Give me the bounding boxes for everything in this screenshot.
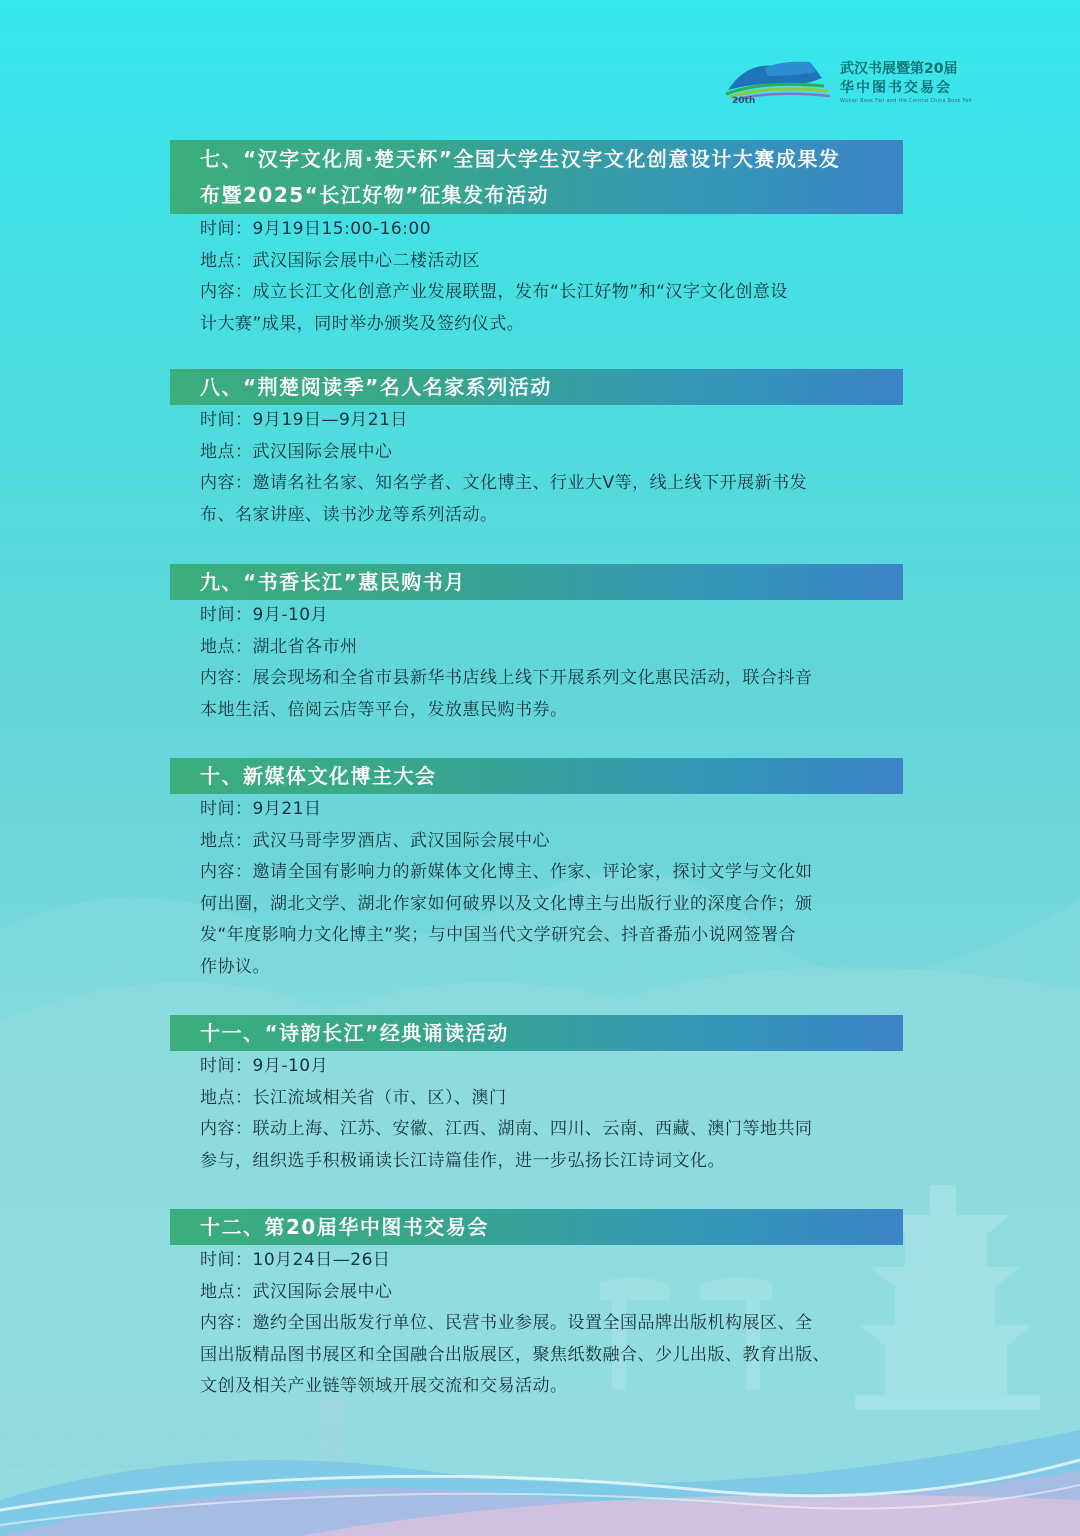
time-value: 9月19日15:00-16:00 bbox=[252, 219, 432, 239]
content-continuation: 何出圈，湖北文学、湖北作家如何破界以及文化博主与出版行业的深度合作；颁 bbox=[200, 893, 813, 914]
logo-title-line1: 武汉书展暨第20届 bbox=[840, 61, 958, 77]
event-logo bbox=[724, 56, 974, 108]
event-section bbox=[0, 758, 1080, 983]
place-value: 湖北省各市州 bbox=[252, 636, 358, 657]
place-label: 地点： bbox=[200, 441, 253, 462]
content-row bbox=[200, 1308, 890, 1340]
event-section bbox=[0, 1015, 1080, 1177]
content-text: 联动上海、江苏、安徽、江西、湖南、四川、云南、西藏、澳门等地共同 bbox=[252, 1119, 813, 1139]
content-continuation: 参与，组织选手积极诵读长江诗篇佳作，进一步弘扬长江诗词文化。 bbox=[200, 1150, 725, 1171]
section-heading: 十一、“诗韵长江”经典诵读活动 bbox=[170, 1015, 903, 1051]
content-text: 展会现场和全省市县新华书店线上线下开展系列文化惠民活动，联合抖音 bbox=[252, 668, 813, 688]
place-value: 武汉国际会展中心二楼活动区 bbox=[252, 250, 480, 271]
content-continuation: 布、名家讲座、读书沙龙等系列活动。 bbox=[200, 504, 498, 525]
time-row bbox=[200, 1245, 890, 1277]
content-continuation: 发“年度影响力文化博主”奖；与中国当代文学研究会、抖音番茄小说网签署合 bbox=[200, 925, 797, 945]
content-continuation: 文创及相关产业链等领域开展交流和交易活动。 bbox=[200, 1376, 568, 1396]
content-row bbox=[200, 857, 890, 889]
place-label: 地点： bbox=[200, 250, 253, 271]
place-label: 地点： bbox=[200, 1087, 253, 1108]
time-value: 9月21日 bbox=[252, 799, 322, 819]
place-label: 地点： bbox=[200, 830, 253, 851]
logo-badge: 20th bbox=[732, 96, 756, 104]
content-label: 内容： bbox=[200, 473, 253, 493]
content-continuation: 计大赛”成果，同时举办颁奖及签约仪式。 bbox=[200, 313, 525, 334]
time-label: 时间： bbox=[200, 1056, 253, 1076]
time-label: 时间： bbox=[200, 219, 253, 239]
event-section bbox=[0, 564, 1080, 726]
time-value: 9月19日—9月21日 bbox=[252, 410, 408, 430]
section-heading-line: 七、“汉字文化周·楚天杯”全国大学生汉字文化创意设计大赛成果发 bbox=[200, 147, 841, 171]
time-label: 时间： bbox=[200, 1250, 253, 1270]
place-row bbox=[200, 246, 890, 278]
content-continuation: 作协议。 bbox=[200, 956, 270, 977]
place-value: 武汉马哥孛罗酒店、武汉国际会展中心 bbox=[252, 830, 550, 851]
content-continuation: 本地生活、倍阅云店等平台，发放惠民购书券。 bbox=[200, 699, 568, 720]
content-row bbox=[200, 663, 890, 695]
place-row bbox=[200, 1277, 890, 1309]
event-section bbox=[0, 1209, 1080, 1403]
place-label: 地点： bbox=[200, 1281, 253, 1302]
place-row bbox=[200, 826, 890, 858]
section-heading bbox=[170, 140, 903, 214]
section-heading: 八、“荆楚阅读季”名人名家系列活动 bbox=[170, 369, 903, 405]
place-row bbox=[200, 1083, 890, 1115]
time-label: 时间： bbox=[200, 605, 253, 625]
content-label: 内容： bbox=[200, 668, 253, 688]
section-heading-line: 布暨2025“长江好物”征集发布活动 bbox=[200, 183, 549, 207]
content-text: 邀请名社名家、知名学者、文化博主、行业大V等，线上线下开展新书发 bbox=[252, 473, 808, 493]
place-label: 地点： bbox=[200, 636, 253, 657]
content-row bbox=[200, 1114, 890, 1146]
section-heading: 十二、第20届华中图书交易会 bbox=[170, 1209, 903, 1245]
time-value: 9月-10月 bbox=[252, 1056, 329, 1076]
time-value: 9月-10月 bbox=[252, 605, 329, 625]
time-label: 时间： bbox=[200, 410, 253, 430]
place-row bbox=[200, 437, 890, 469]
time-label: 时间： bbox=[200, 799, 253, 819]
logo-subtitle-english: Wuhan Book Fair and the Central China Book Fair bbox=[840, 98, 973, 104]
content-text: 成立长江文化创意产业发展联盟，发布“长江好物”和“汉字文化创意设 bbox=[252, 282, 788, 302]
content-text: 邀约全国出版发行单位、民营书业参展。设置全国品牌出版机构展区、全 bbox=[252, 1313, 813, 1333]
content-text: 邀请全国有影响力的新媒体文化博主、作家、评论家，探讨文学与文化如 bbox=[252, 862, 813, 882]
book-wave-logo-icon bbox=[724, 56, 834, 104]
section-heading: 九、“书香长江”惠民购书月 bbox=[170, 564, 903, 600]
content-label: 内容： bbox=[200, 1119, 253, 1139]
content-label: 内容： bbox=[200, 282, 253, 302]
time-row bbox=[200, 1051, 890, 1083]
place-row bbox=[200, 632, 890, 664]
section-heading: 十、新媒体文化博主大会 bbox=[170, 758, 903, 794]
event-section bbox=[0, 369, 1080, 531]
place-value: 武汉国际会展中心 bbox=[252, 441, 393, 462]
place-value: 长江流域相关省（市、区）、澳门 bbox=[252, 1087, 507, 1108]
content-label: 内容： bbox=[200, 862, 253, 882]
time-row bbox=[200, 794, 890, 826]
place-value: 武汉国际会展中心 bbox=[252, 1281, 393, 1302]
time-row bbox=[200, 405, 890, 437]
content-row bbox=[200, 277, 890, 309]
content-row bbox=[200, 468, 890, 500]
logo-title-line2: 华中图书交易会 bbox=[840, 80, 952, 96]
content-label: 内容： bbox=[200, 1313, 253, 1333]
time-value: 10月24日—26日 bbox=[252, 1250, 391, 1270]
content-continuation: 国出版精品图书展区和全国融合出版展区，聚焦纸数融合、少儿出版、教育出版、 bbox=[200, 1344, 830, 1365]
event-section bbox=[0, 140, 1080, 340]
time-row bbox=[200, 214, 890, 246]
time-row bbox=[200, 600, 890, 632]
